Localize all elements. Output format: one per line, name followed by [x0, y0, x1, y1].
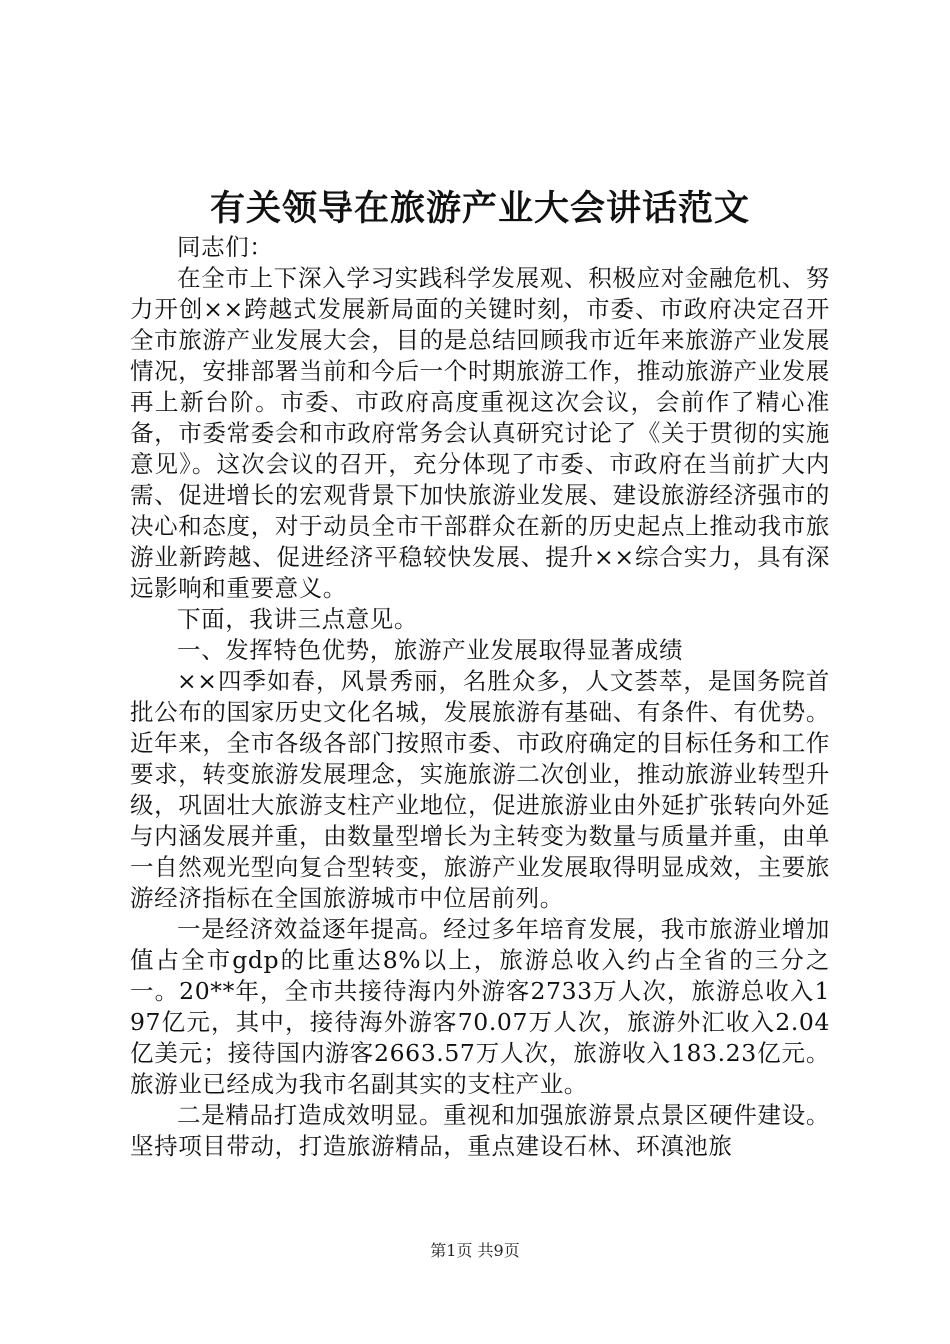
paragraph-outline: 下面，我讲三点意见。: [177, 605, 418, 633]
page-footer: 第1页 共9页: [430, 1241, 520, 1260]
document-body: [130, 232, 830, 1162]
document-title: 有关领导在旅游产业大会讲话范文: [209, 188, 750, 229]
paragraph-salutation: 同志们：: [177, 233, 274, 261]
paragraph-intro: 在全市上下深入学习实践科学发展观、积极应对金融危机、努力开创××跨越式发展新局面的关键时刻，市委、市政府决定召开全市旅游产业发展大会，目的是总结回顾我市近年来旅游产业发展情况，安排部署当前和今后一个时期旅游工作，推动旅游产业发展再上新台阶。市委、市政府高度重视这次会议，会前作了精心准备，市委常委会和市政府常务会认真研究讨论了《关于贯彻的实施意见》。这次会议的召开，充分体现了市委、市政府在当前扩大内需、促进增长的宏观背景下加快旅游业发展、建设旅游经济强市的决心和态度，对于动员全市干部群众在新的历史起点上推动我市旅游业新跨越、促进经济平稳较快发展、提升××综合实力，具有深远影响和重要意义。: [130, 264, 830, 602]
paragraph-quality-products: 二是精品打造成效明显。重视和加强旅游景点景区硬件建设。坚持项目带动，打造旅游精品，重点建设石林、环滇池旅: [130, 1101, 830, 1160]
paragraph-economic-benefit: 一是经济效益逐年提高。经过多年培育发展，我市旅游业增加值占全市gdp的比重达8%以上，旅游总收入约占全省的三分之一。20**年，全市共接待海内外游客2733万人次，旅游总收入197亿元，其中，接待海外游客70.07万人次，旅游外汇收入2.04亿美元；接待国内游客2663.57万人次，旅游收入183.23亿元。旅游业已经成为我市名副其实的支柱产业。: [130, 915, 830, 1098]
section-heading-1: 一、发挥特色优势，旅游产业发展取得显著成绩: [177, 636, 684, 664]
paragraph-overview: ××四季如春，风景秀丽，名胜众多，人文荟萃，是国务院首批公布的国家历史文化名城，发展旅游有基础、有条件、有优势。近年来，全市各级各部门按照市委、市政府确定的目标任务和工作要求，转变旅游发展理念，实施旅游二次创业，推动旅游业转型升级，巩固壮大旅游支柱产业地位，促进旅游业由外延扩张转向外延与内涵发展并重，由数量型增长为主转变为数量与质量并重，由单一自然观光型向复合型转变，旅游产业发展取得明显成效，主要旅游经济指标在全国旅游城市中位居前列。: [130, 667, 830, 912]
